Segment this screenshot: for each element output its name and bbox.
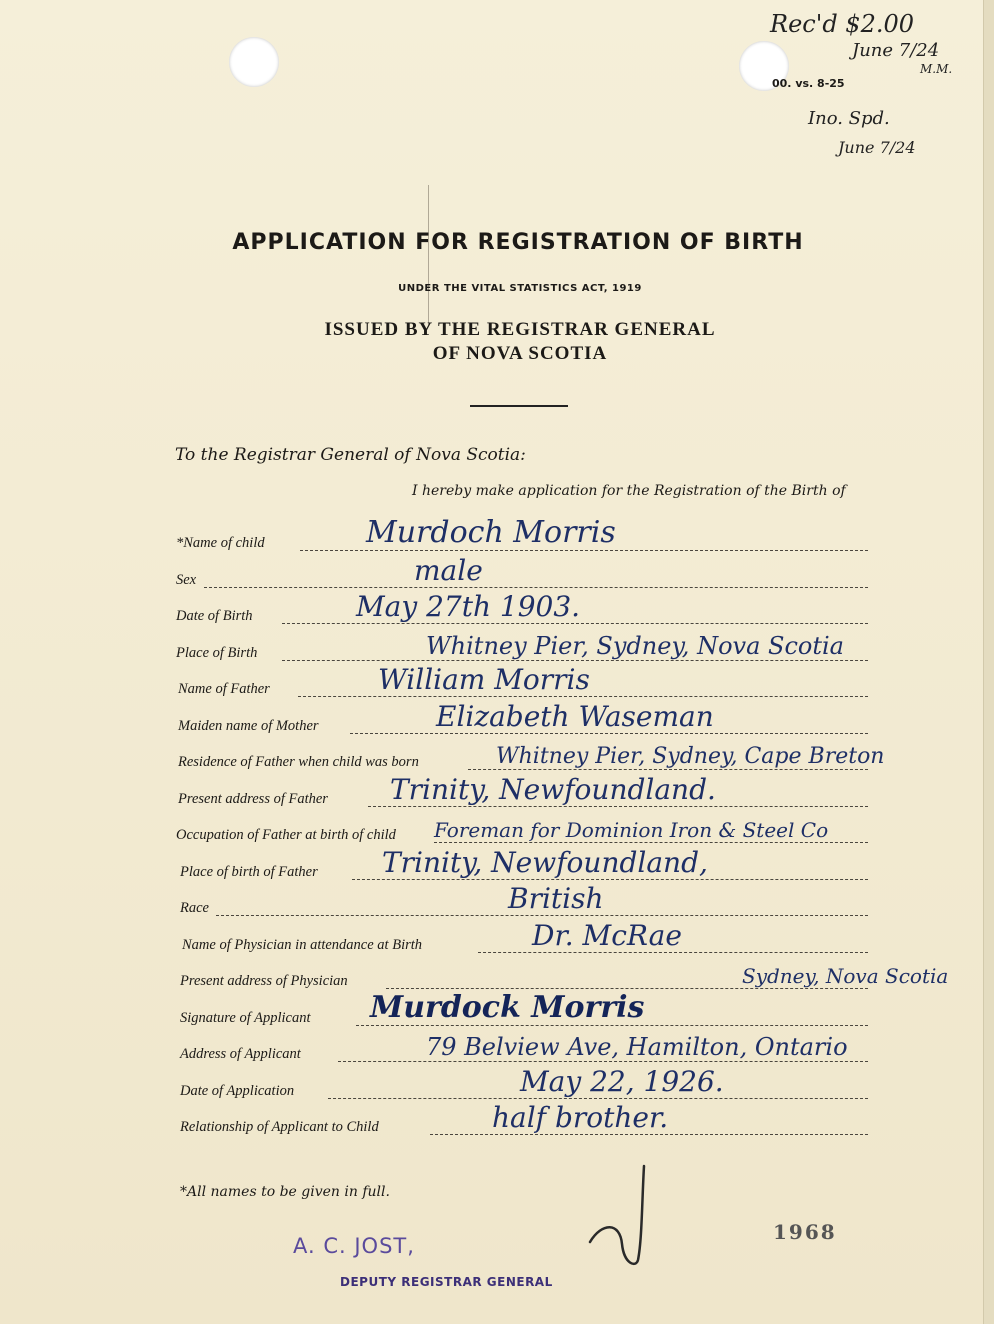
field-label: Maiden name of Mother — [178, 718, 319, 734]
issuer-line-2: OF NOVA SCOTIA — [432, 343, 608, 364]
field-label: Residence of Father when child was born — [178, 754, 419, 770]
field-row-father-name — [178, 663, 868, 702]
field-value: Whitney Pier, Sydney, Cape Breton — [496, 744, 885, 769]
field-value: Sydney, Nova Scotia — [742, 964, 949, 988]
footnote: *All names to be given in full. — [180, 1184, 390, 1200]
field-label: Place of birth of Father — [180, 864, 318, 880]
check-mark — [580, 1160, 670, 1280]
field-value: Whitney Pier, Sydney, Nova Scotia — [426, 632, 844, 660]
field-line — [328, 1098, 868, 1099]
salutation: To the Registrar General of Nova Scotia: — [175, 445, 526, 465]
field-row-relationship — [180, 1101, 868, 1140]
intro-text: I hereby make application for the Registration of the Birth of — [412, 483, 846, 499]
field-label: Race — [180, 900, 209, 916]
field-line — [468, 769, 868, 770]
field-row-physician-address — [180, 960, 949, 994]
field-label: Occupation of Father at birth of child — [176, 827, 396, 843]
field-row-father-address — [178, 773, 868, 812]
field-label: Date of Application — [180, 1083, 295, 1099]
received-date-annotation: June 7/24 — [852, 40, 940, 61]
field-row-date-of-birth — [176, 590, 868, 629]
field-label: Relationship of Applicant to Child — [180, 1119, 379, 1135]
field-line — [368, 806, 868, 807]
field-line — [216, 915, 868, 916]
field-value: May 22, 1926. — [520, 1065, 724, 1098]
field-row-father-occupation — [176, 814, 868, 848]
field-line — [356, 1025, 868, 1026]
field-line — [434, 842, 868, 843]
field-row-applicant-address — [180, 1033, 868, 1067]
field-label: *Name of child — [176, 535, 265, 551]
field-row-sex — [176, 554, 868, 593]
field-row-child-name — [176, 515, 868, 556]
field-label: Name of Father — [178, 681, 270, 697]
field-label: Signature of Applicant — [180, 1010, 311, 1026]
punch-hole-left — [229, 37, 279, 87]
field-value: male — [414, 554, 483, 587]
page-edge — [983, 0, 994, 1324]
field-label: Address of Applicant — [180, 1046, 301, 1062]
field-row-place-of-birth — [176, 632, 868, 666]
form-number: 00. vs. 8-25 — [772, 77, 845, 90]
reply-annotation: Ino. Spd. — [808, 108, 890, 129]
field-line — [352, 879, 868, 880]
fold-mark — [428, 185, 429, 325]
field-line — [282, 623, 868, 624]
field-label: Sex — [176, 572, 197, 588]
field-line — [204, 587, 868, 588]
field-value: May 27th 1903. — [356, 590, 581, 623]
document-title: APPLICATION FOR REGISTRATION OF BIRTH — [232, 230, 804, 255]
issuer-line-1: ISSUED BY THE REGISTRAR GENERAL — [324, 319, 716, 340]
field-label: Name of Physician in attendance at Birth — [182, 937, 423, 953]
field-label: Place of Birth — [176, 645, 258, 661]
field-value: British — [508, 882, 604, 915]
field-label: Present address of Father — [178, 791, 328, 807]
field-line — [298, 696, 868, 697]
issuer-heading — [0, 318, 994, 366]
registrar-stamp-title: DEPUTY REGISTRAR GENERAL — [340, 1275, 553, 1289]
field-row-father-residence — [178, 741, 885, 775]
field-line — [300, 550, 868, 551]
file-number: 1968 — [773, 1220, 837, 1244]
field-row-physician-name — [182, 919, 868, 958]
field-label: Present address of Physician — [180, 973, 348, 989]
field-line — [350, 733, 868, 734]
field-line — [338, 1061, 868, 1062]
field-row-race — [180, 882, 868, 921]
field-row-applicant-signature — [180, 990, 868, 1031]
field-line — [386, 988, 868, 989]
field-line — [282, 660, 868, 661]
field-value: Dr. McRae — [532, 919, 682, 952]
field-line — [430, 1134, 868, 1135]
field-value: 79 Belview Ave, Hamilton, Ontario — [426, 1033, 848, 1061]
field-row-mother-maiden-name — [178, 700, 868, 739]
field-value: William Morris — [378, 663, 590, 696]
field-value: Murdoch Morris — [366, 515, 616, 550]
field-value: Trinity, Newfoundland. — [390, 773, 716, 806]
heading-rule — [470, 405, 568, 407]
field-value: Elizabeth Waseman — [436, 700, 714, 733]
registrar-stamp-name: A. C. JOST, — [293, 1234, 415, 1258]
applicant-signature: Murdock Morris — [370, 990, 645, 1025]
received-initials-annotation: M.M. — [920, 62, 953, 76]
field-value: Trinity, Newfoundland, — [382, 846, 708, 879]
field-value: Foreman for Dominion Iron & Steel Co — [434, 818, 829, 842]
field-row-application-date — [180, 1065, 868, 1104]
field-line — [478, 952, 868, 953]
field-label: Date of Birth — [176, 608, 253, 624]
act-subtitle: UNDER THE VITAL STATISTICS ACT, 1919 — [398, 283, 642, 294]
field-value: half brother. — [492, 1101, 669, 1134]
received-annotation: Rec'd $2.00 — [770, 10, 915, 38]
field-row-father-birthplace — [180, 846, 868, 885]
reply-date-annotation: June 7/24 — [838, 138, 916, 157]
